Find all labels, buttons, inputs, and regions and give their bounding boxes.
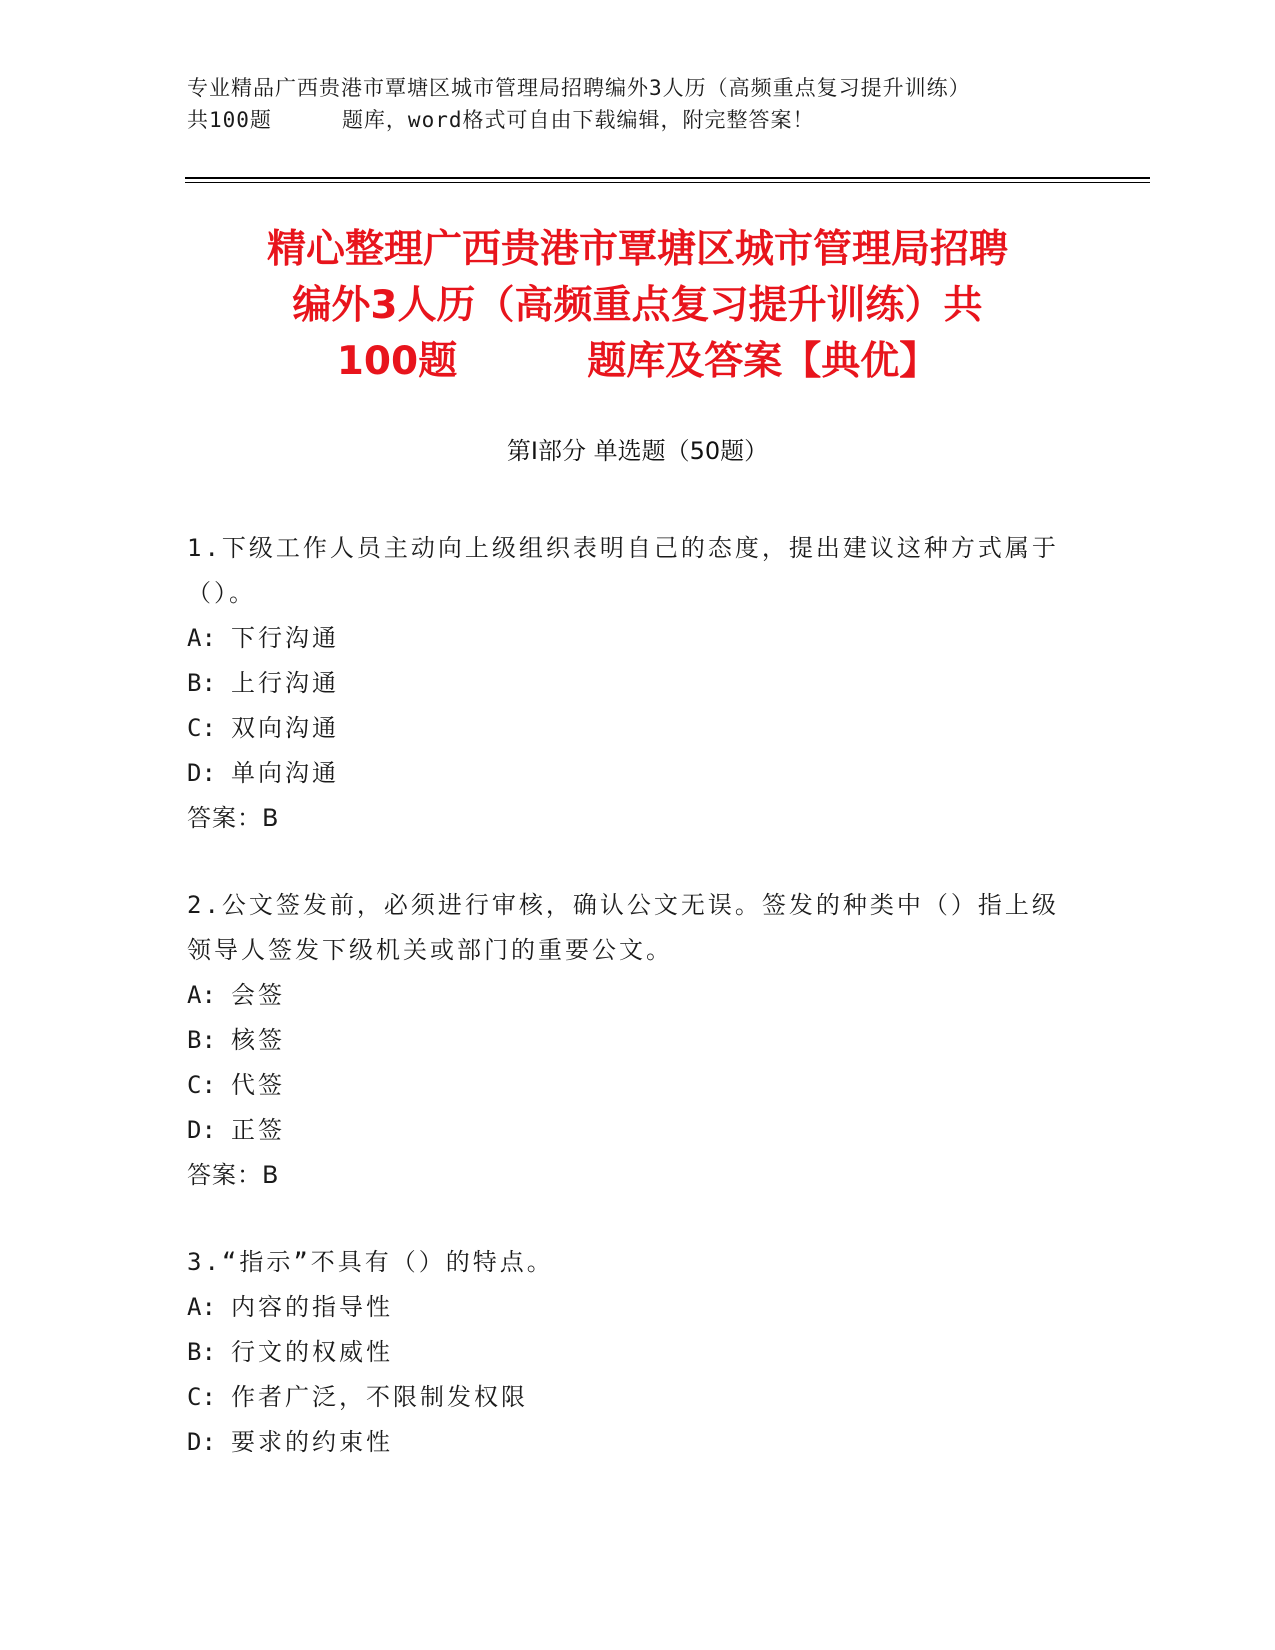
- section-title: 第Ⅰ部分 单选题（50题）: [506, 437, 769, 465]
- answer: 答案：B: [187, 1161, 280, 1189]
- option-key: C:: [187, 714, 216, 742]
- option-text: 正签: [231, 1116, 285, 1144]
- option-text: 上行沟通: [231, 669, 339, 697]
- option-key: A:: [187, 624, 216, 652]
- option-c: [187, 1063, 1067, 1108]
- option-key: B:: [187, 1338, 216, 1366]
- option-text: 核签: [231, 1026, 285, 1054]
- option-d: [187, 751, 1067, 796]
- option-a: [187, 616, 1067, 661]
- answer: 答案：B: [187, 804, 280, 832]
- option-key: D:: [187, 759, 216, 787]
- question-3: [187, 1240, 1067, 1465]
- document-title: [150, 222, 1125, 390]
- option-text: 双向沟通: [231, 714, 339, 742]
- option-key: B:: [187, 1026, 216, 1054]
- header-note-line-1: 专业精品广西贵港市覃塘区城市管理局招聘编外3人历（高频重点复习提升训练）: [187, 76, 971, 100]
- option-text: 要求的约束性: [231, 1428, 393, 1456]
- option-key: B:: [187, 669, 216, 697]
- option-c: [187, 706, 1067, 751]
- header-note: [187, 72, 1087, 136]
- question-stem: 1.下级工作人员主动向上级组织表明自己的态度，提出建议这种方式属于（）。: [187, 534, 1059, 607]
- header-divider-thin: [185, 182, 1150, 183]
- title-count: 100题: [336, 339, 458, 384]
- question-2: [187, 883, 1067, 1198]
- option-key: C:: [187, 1383, 216, 1411]
- option-a: [187, 1285, 1067, 1330]
- option-key: D:: [187, 1428, 216, 1456]
- option-text: 下行沟通: [231, 624, 339, 652]
- option-b: [187, 1018, 1067, 1063]
- option-key: A:: [187, 1293, 216, 1321]
- title-suffix: 题库及答案【典优】: [587, 339, 939, 384]
- option-d: [187, 1420, 1067, 1465]
- option-key: C:: [187, 1071, 216, 1099]
- option-b: [187, 1330, 1067, 1375]
- title-line-2: 编外3人历（高频重点复习提升训练）共: [292, 283, 983, 328]
- header-note-line-2: [187, 104, 1087, 136]
- option-a: [187, 973, 1067, 1018]
- question-stem: 3.“指示”不具有（）的特点。: [187, 1248, 554, 1276]
- option-text: 代签: [231, 1071, 285, 1099]
- option-c: [187, 1375, 1067, 1420]
- option-text: 会签: [231, 981, 285, 1009]
- header-note-description: 题库，word格式可自由下载编辑，附完整答案！: [341, 108, 815, 132]
- option-text: 内容的指导性: [231, 1293, 393, 1321]
- question-list: [187, 526, 1067, 1507]
- title-line-3: [150, 334, 1125, 390]
- option-key: D:: [187, 1116, 216, 1144]
- option-text: 作者广泛，不限制发权限: [231, 1383, 528, 1411]
- option-text: 行文的权威性: [231, 1338, 393, 1366]
- question-stem: 2.公文签发前，必须进行审核，确认公文无误。签发的种类中（）指上级领导人签发下级机关或部门的重要公文。: [187, 891, 1059, 964]
- option-d: [187, 1108, 1067, 1153]
- header-divider-thick: [185, 177, 1150, 179]
- option-text: 单向沟通: [231, 759, 339, 787]
- question-1: [187, 526, 1067, 841]
- title-line-1: 精心整理广西贵港市覃塘区城市管理局招聘: [266, 227, 1008, 272]
- option-key: A:: [187, 981, 216, 1009]
- option-b: [187, 661, 1067, 706]
- header-note-count: 共100题: [187, 108, 272, 132]
